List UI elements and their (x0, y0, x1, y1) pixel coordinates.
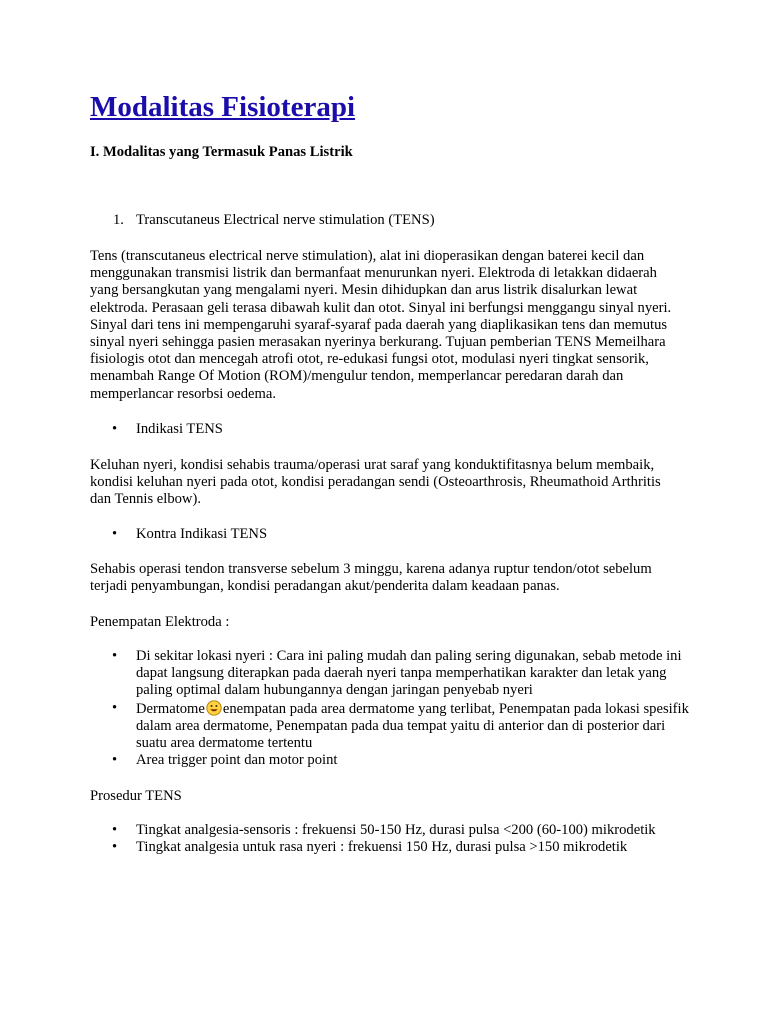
bullet-icon: • (112, 526, 118, 542)
bullet-icon: • (112, 839, 118, 855)
bullet-icon: • (112, 648, 118, 664)
prosedur-item-text: Tingkat analgesia-sensoris : frekuensi 50-150 Hz, durasi pulsa <200 (60-100) mikrodetik (136, 822, 656, 838)
indikasi-paragraph: Keluhan nyeri, kondisi sehabis trauma/operasi urat saraf yang konduktifitasnya belum membaik, kondisi keluhan nyeri pada otot, kondisi peradangan sendi (Osteoarthrosis, Rheumathoid Arthritis dan Tennis elbow). (90, 457, 661, 508)
intro-paragraph: Tens (transcutaneus electrical nerve stimulation), alat ini dioperasikan dengan baterei kecil dan menggunakan transmisi listrik dan bermanfaat menurunkan nyeri. Elektroda di letakkan didaerah yang bersangkutan yang mengalami nyeri. Mesin dihidupkan dan arus listrik disalurkan lewat elektroda. Perasaan geli terasa dibawah kulit dan otot. Sinyal ini berfungsi menggangu sinyal nyeri. Sinyal dari tens ini mempengaruhi syaraf-syaraf pada daerah yang diaplikasikan tens dan memutus sinyal nyeri sehingga pasien merasakan nyerinya berkurang. Tujuan pemberian TENS Memeilhara fisiologis otot dan mencegah atrofi otot, re-edukasi fungsi otot, modulasi nyeri tingkat sensorik, menambah Range Of Motion (ROM)/mengulur tendon, memperlancar peredaran darah dan memperlancar resorbsi oedema. (90, 248, 672, 402)
smiley-face-icon (206, 700, 222, 716)
bullet-icon: • (112, 752, 118, 768)
list-number: 1. (113, 212, 124, 228)
penempatan-item-text (136, 700, 692, 753)
list-item-text: Transcutaneus Electrical nerve stimulation (TENS) (136, 212, 435, 228)
page-title-link[interactable]: Modalitas Fisioterapi (90, 91, 356, 123)
kontra-paragraph: Sehabis operasi tendon transverse sebelum 3 minggu, karena adanya ruptur tendon/otot sebelum terjadi penyambungan, kondisi peradangan akut/penderita dalam keadaan panas. (90, 561, 652, 595)
bullet-icon: • (112, 700, 118, 716)
prosedur-item-text: Tingkat analgesia untuk rasa nyeri : frekuensi 150 Hz, durasi pulsa >150 mikrodetik (136, 839, 628, 855)
penempatan-item-text: Di sekitar lokasi nyeri : Cara ini paling mudah dan paling sering digunakan, sebab metode ini dapat langsung diterapkan pada daerah nyeri tanpa memperhatikan karakter dan letak yang paling optimal dalam hubungannya dengan jaringan penyebab nyeri (136, 648, 682, 699)
kontra-heading: Kontra Indikasi TENS (136, 526, 268, 542)
prosedur-heading: Prosedur TENS (90, 788, 182, 804)
dermatome-description: enempatan pada area dermatome yang terlibat, Penempatan pada lokasi spesifik dalam area dermatome, Penempatan pada dua tempat yaitu di anterior dan di posterior dari suatu area dermatome tertentu (136, 701, 689, 752)
section-heading: I. Modalitas yang Termasuk Panas Listrik (90, 144, 353, 160)
dermatome-label: Dermatome (136, 701, 205, 717)
bullet-icon: • (112, 822, 118, 838)
indikasi-heading: Indikasi TENS (136, 421, 223, 437)
penempatan-heading: Penempatan Elektroda : (90, 614, 230, 630)
penempatan-item-text: Area trigger point dan motor point (136, 752, 338, 768)
bullet-icon: • (112, 421, 118, 437)
